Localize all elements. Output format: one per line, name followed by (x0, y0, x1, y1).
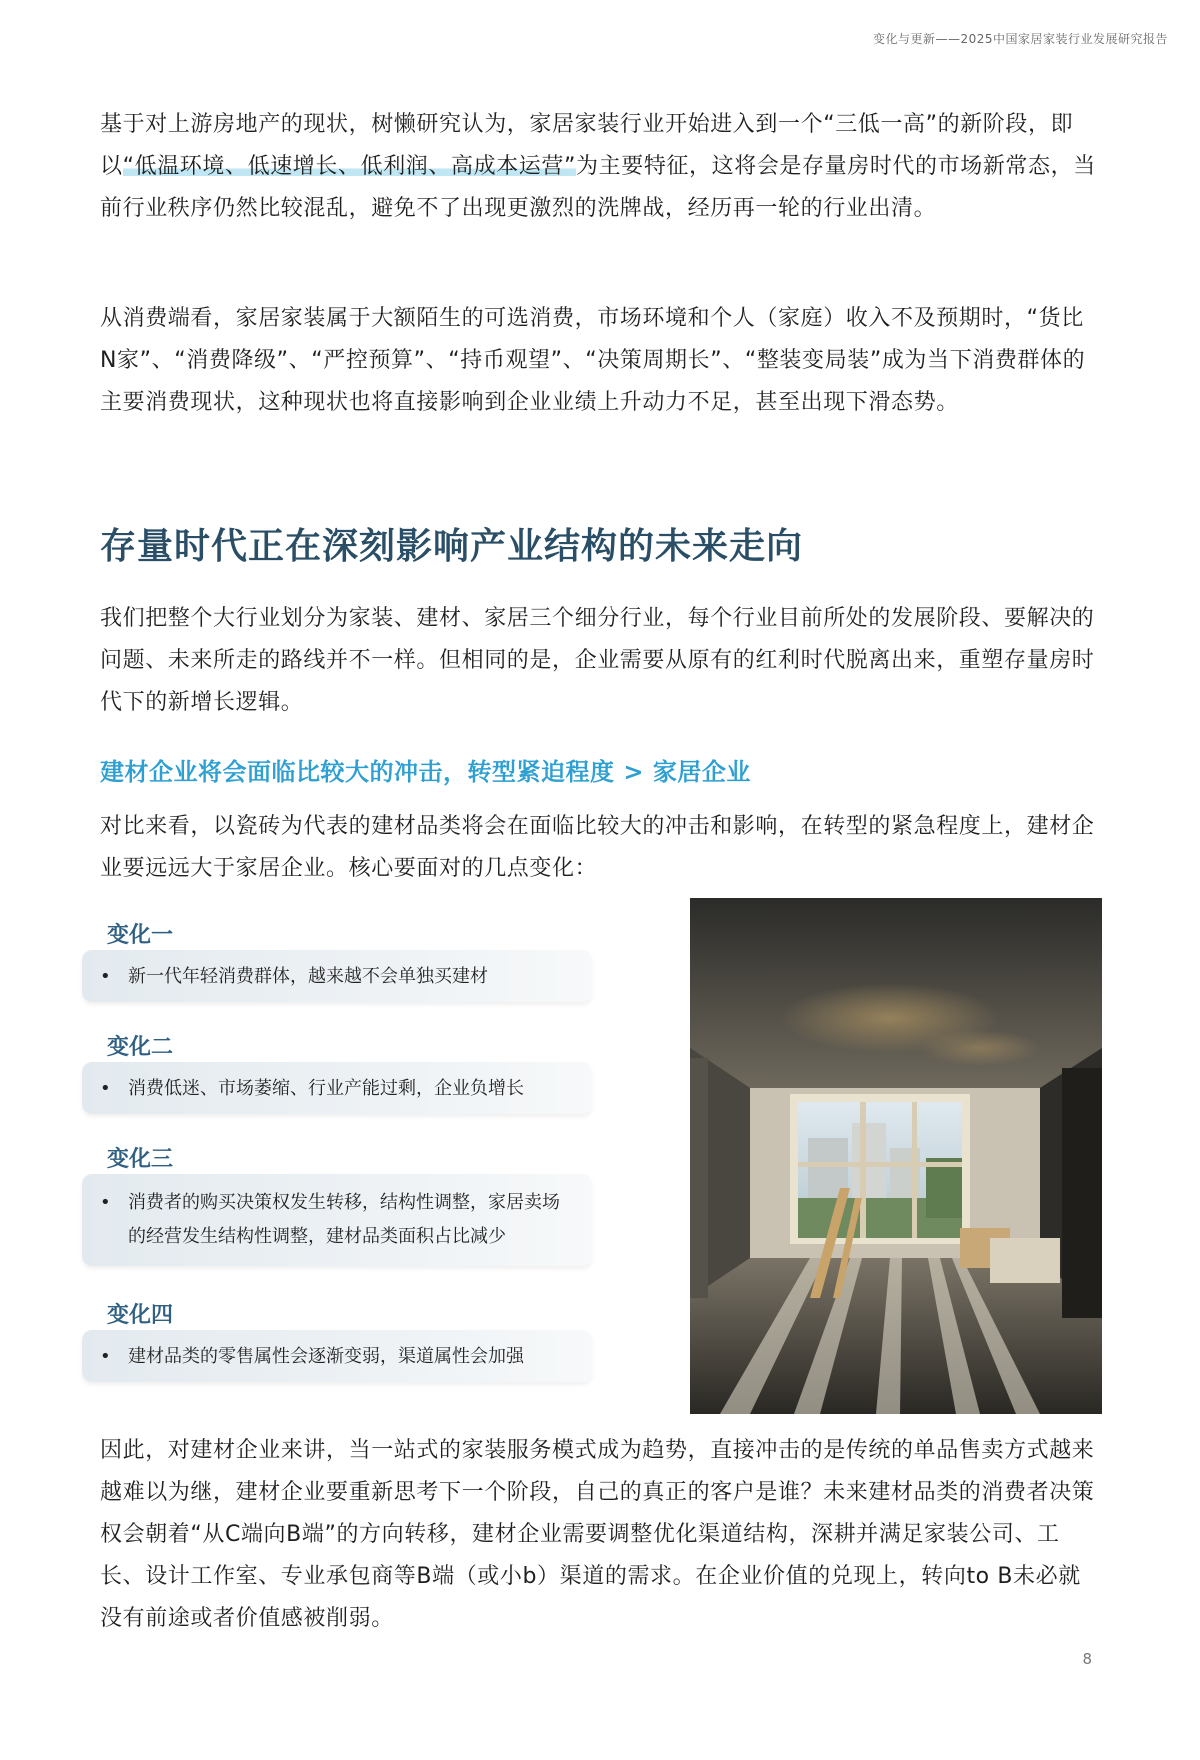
renovation-room-photo (690, 898, 1102, 1414)
p1-part2: 为主要特征，这将会是存量房时代的市场新常态，当前行业秩序仍然比较混乱，避免不了出现更激烈的洗牌战，经历再一轮的行业出清。 (100, 154, 1096, 221)
p1-highlight: “低温环境、低速增长、低利润、高成本运营” (122, 154, 577, 179)
change-box-2 (82, 1062, 592, 1114)
paragraph-comparison: 对比来看，以瓷砖为代表的建材品类将会在面临比较大的冲击和影响，在转型的紧急程度上，建材企业要远远大于家居企业。核心要面对的几点变化： (100, 814, 1095, 881)
change-text-3: 消费者的购买决策权发生转移，结构性调整，家居卖场的经营发生结构性调整，建材品类面积占比减少 (128, 1192, 560, 1247)
page-number: 8 (1082, 1650, 1092, 1668)
p1-part1: 基于对上游房地产的现状，树懒研究认为，家居家装行业开始进入到一个“三低一高”的新阶段，即以 (100, 112, 1074, 179)
report-header-title: 变化与更新——2025中国家居家装行业发展研究报告 (872, 32, 1168, 46)
sub-heading: 建材企业将会面临比较大的冲击，转型紧迫程度 > 家居企业 (100, 758, 751, 786)
paragraph-conclusion: 因此，对建材企业来讲，当一站式的家装服务模式成为趋势，直接冲击的是传统的单品售卖方式越来越难以为继，建材企业要重新思考下一个阶段，自己的真正的客户是谁？未来建材品类的消费者决策权会朝着“从C端向B端”的方向转移，建材企业需要调整优化渠道结构，深耕并满足家装公司、工长、设计工作室、专业承包商等B端（或小b）渠道的需求。在企业价值的兑现上，转向to B未必就没有前途或者价值感被削弱。 (100, 1438, 1095, 1631)
change-label-2: 变化二 (107, 1035, 174, 1060)
bullet-icon: • (100, 1078, 111, 1099)
change-label-1: 变化一 (107, 923, 174, 948)
change-box-1 (82, 950, 592, 1002)
bullet-icon: • (100, 1346, 111, 1367)
change-text-2: 消费低迷、市场萎缩、行业产能过剩，企业负增长 (128, 1078, 524, 1099)
change-label-3: 变化三 (107, 1147, 174, 1172)
bullet-icon: • (100, 1192, 111, 1213)
paragraph-three-low-one-high (100, 104, 1100, 230)
change-box-4 (82, 1330, 592, 1382)
paragraph-industry-segments: 我们把整个大行业划分为家装、建材、家居三个细分行业，每个行业目前所处的发展阶段、要解决的问题、未来所走的路线并不一样。但相同的是，企业需要从原有的红利时代脱离出来，重塑存量房时代下的新增长逻辑。 (100, 606, 1095, 715)
bullet-icon: • (100, 966, 111, 987)
change-box-3 (82, 1174, 592, 1266)
change-label-4: 变化四 (107, 1303, 174, 1328)
section-heading: 存量时代正在深刻影响产业结构的未来走向 (100, 526, 804, 567)
change-text-1: 新一代年轻消费群体，越来越不会单独买建材 (128, 966, 488, 987)
paragraph-consumer-side: 从消费端看，家居家装属于大额陌生的可选消费，市场环境和个人（家庭）收入不及预期时，“货比N家”、“消费降级”、“严控预算”、“持币观望”、“决策周期长”、“整装变局装”成为当下消费群体的主要消费现状，这种现状也将直接影响到企业业绩上升动力不足，甚至出现下滑态势。 (100, 306, 1086, 415)
change-text-4: 建材品类的零售属性会逐渐变弱，渠道属性会加强 (128, 1346, 524, 1367)
